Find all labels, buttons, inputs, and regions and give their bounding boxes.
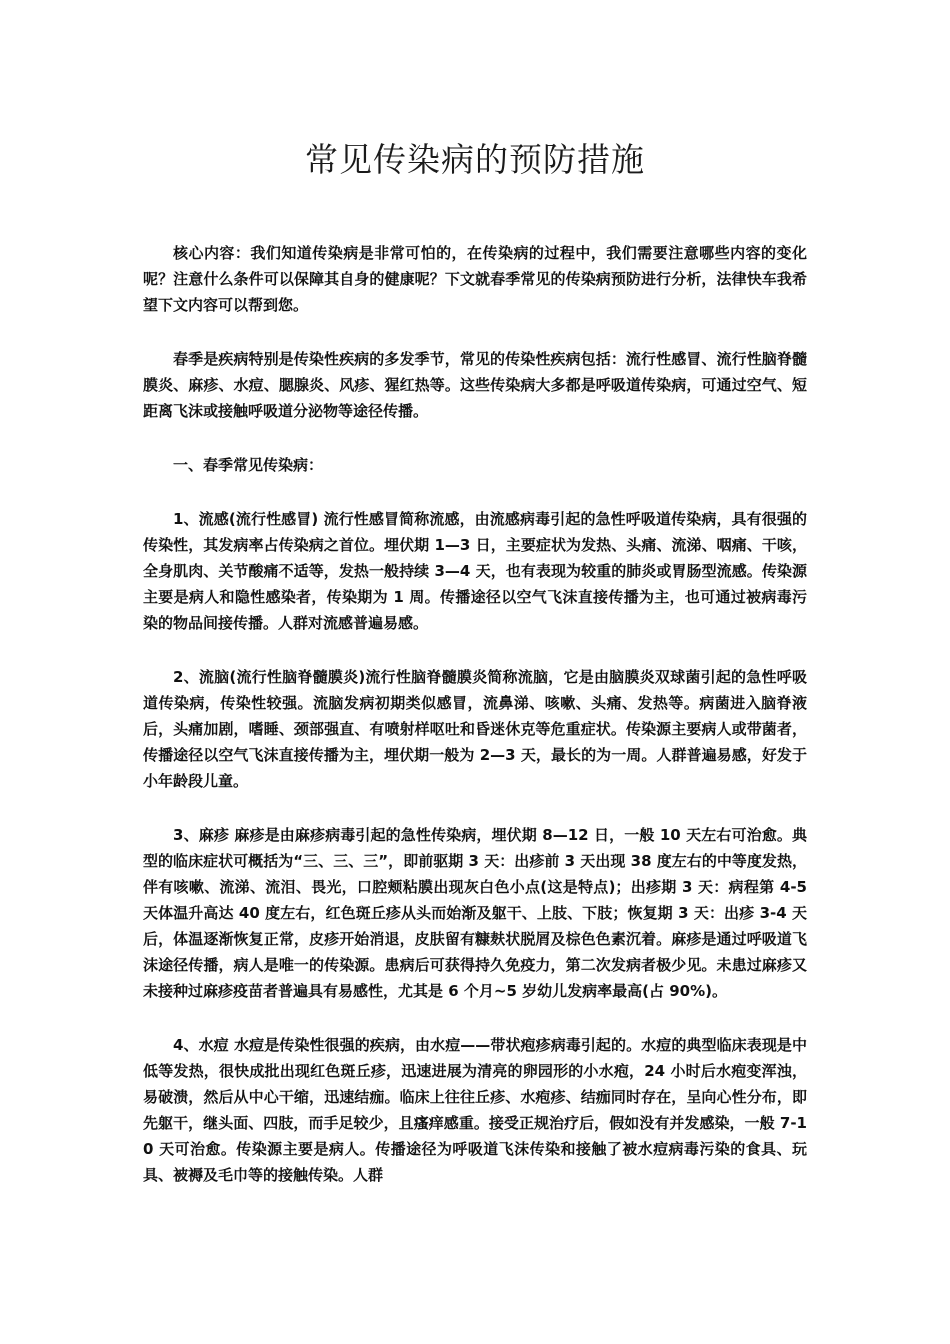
document-body <box>143 240 807 1216</box>
section-heading: 一、春季常见传染病： <box>173 456 324 474</box>
flu-paragraph: 1、流感(流行性感冒) 流行性感冒简称流感，由流感病毒引起的急性呼吸道传染病，具有很强的传染性，其发病率占传染病之首位。埋伏期 1—3 日，主要症状为发热、头痛、流涕、咽痛、干咳，全身肌肉、关节酸痛不适等，发热一般持续 3—4 天，也有表现为较重的肺炎或胃肠型流感。传染源主要是病人和隐性感染者，传染期为 1 周。传播途径以空气飞沫直接传播为主，也可通过被病毒污染的物品间接传播。人群对流感普遍易感。 <box>143 510 807 632</box>
measles-paragraph: 3、麻疹 麻疹是由麻疹病毒引起的急性传染病，埋伏期 8—12 日，一般 10 天左右可治愈。典型的临床症状可概括为“三、三、三”，即前驱期 3 天：出疹前 3 天出现 38 度左右的中等度发热，伴有咳嗽、流涕、流泪、畏光，口腔颊粘膜出现灰白色小点(这是特点)；出疹期 3 天：病程第 4-5 天体温升高达 40 度左右，红色斑丘疹从头而始渐及躯干、上肢、下肢；恢复期 3 天：出疹 3-4 天后，体温逐渐恢复正常，皮疹开始消退，皮肤留有糠麸状脱屑及棕色色素沉着。麻疹是通过呼吸道飞沫途径传播，病人是唯一的传染源。患病后可获得持久免疫力，第二次发病者极少见。未患过麻疹又未接种过麻疹疫苗者普遍具有易感性，尤其是 6 个月~5 岁幼儿发病率最高(占 90%)。 <box>143 826 807 1000</box>
intro-paragraph: 核心内容：我们知道传染病是非常可怕的，在传染病的过程中，我们需要注意哪些内容的变化呢？注意什么条件可以保障其自身的健康呢？下文就春季常见的传染病预防进行分析，法律快车我希望下文内容可以帮到您。 <box>143 244 807 314</box>
page-title: 常见传染病的预防措施 <box>305 140 645 179</box>
chickenpox-paragraph: 4、水痘 水痘是传染性很强的疾病，由水痘——带状疱疹病毒引起的。水痘的典型临床表现是中低等发热，很快成批出现红色斑丘疹，迅速进展为清亮的卵园形的小水疱，24 小时后水疱变浑浊，易破溃，然后从中心干缩，迅速结痂。临床上往往丘疹、水疱疹、结痂同时存在，呈向心性分布，即先躯干，继头面、四肢，而手足较少，且瘙痒感重。接受正规治疗后，假如没有并发感染，一般 7-10 天可治愈。传染源主要是病人。传播途径为呼吸道飞沫传染和接触了被水痘病毒污染的食具、玩具、被褥及毛巾等的接触传染。人群 <box>143 1036 807 1184</box>
spring-disease-paragraph: 春季是疾病特别是传染性疾病的多发季节，常见的传染性疾病包括：流行性感冒、流行性脑脊髓膜炎、麻疹、水痘、腮腺炎、风疹、猩红热等。这些传染病大多都是呼吸道传染病，可通过空气、短距离飞沫或接触呼吸道分泌物等途径传播。 <box>143 350 807 420</box>
meningitis-paragraph: 2、流脑(流行性脑脊髓膜炎)流行性脑脊髓膜炎简称流脑，它是由脑膜炎双球菌引起的急性呼吸道传染病，传染性较强。流脑发病初期类似感冒，流鼻涕、咳嗽、头痛、发热等。病菌进入脑脊液后，头痛加剧，嗜睡、颈部强直、有喷射样呕吐和昏迷休克等危重症状。传染源主要病人或带菌者，传播途径以空气飞沫直接传播为主，埋伏期一般为 2—3 天，最长的为一周。人群普遍易感，好发于小年龄段儿童。 <box>143 668 807 790</box>
